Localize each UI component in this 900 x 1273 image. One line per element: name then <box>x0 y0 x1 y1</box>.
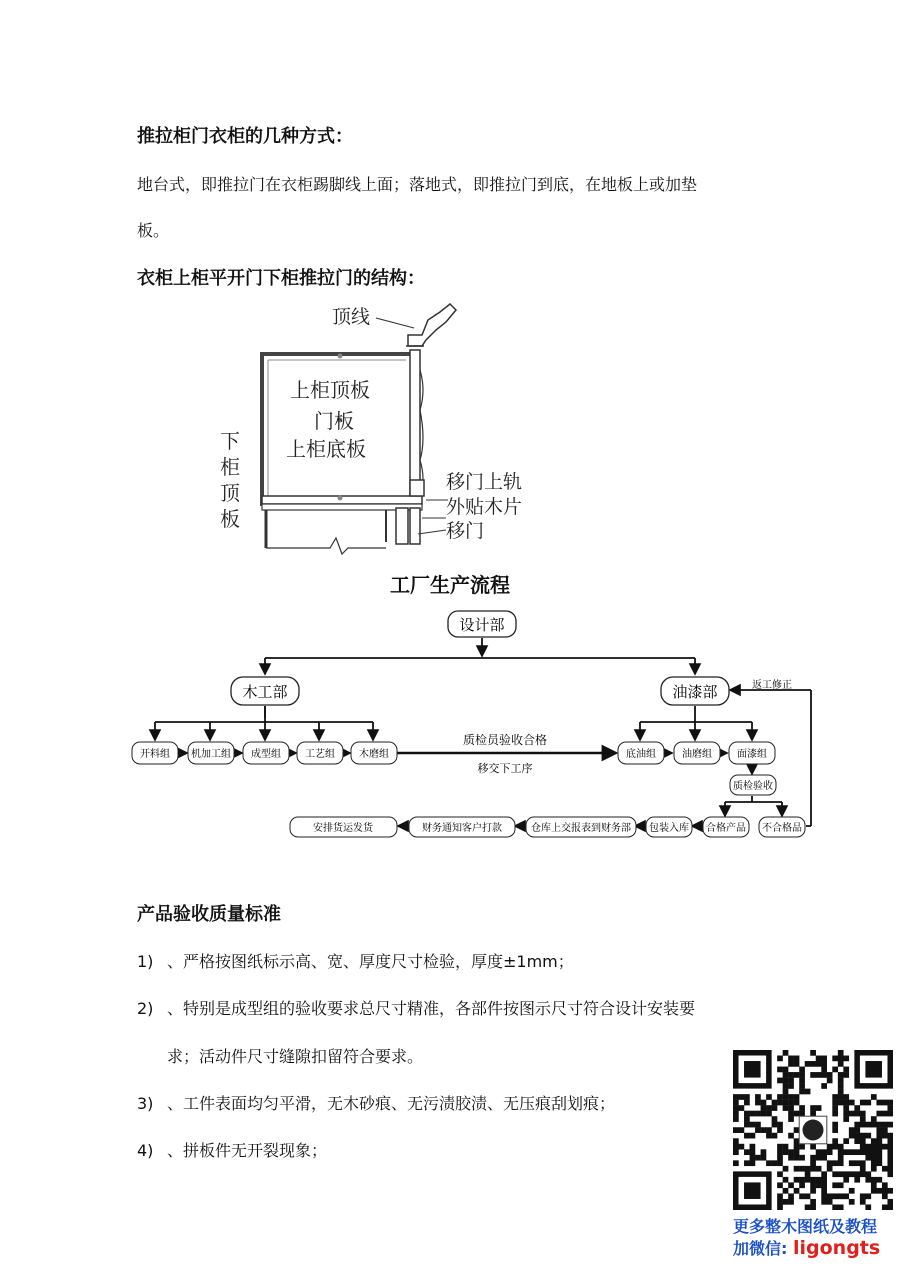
list-item-2 <box>137 996 695 1019</box>
node-warehouse-report-label: 仓库上交报表到财务部 <box>531 823 631 834</box>
handoff-label-bottom: 移交下工序 <box>477 762 533 775</box>
label-veneer: 外贴木片 <box>446 496 523 518</box>
node-wood-sanding-group-label: 木磨组 <box>359 749 389 760</box>
list-number: 3) <box>137 1094 154 1113</box>
node-primer-group-label: 底油组 <box>626 749 656 760</box>
label-door-panel: 门板 <box>314 409 354 433</box>
list-text: 求；活动件尺寸缝隙扣留符合要求。 <box>167 1047 424 1066</box>
section-heading-quality-standards: 产品验收质量标准 <box>137 904 281 925</box>
label-upper-bottom-board: 上柜底板 <box>286 437 366 461</box>
label-lower-top-board: 柜 <box>220 455 240 479</box>
qr-caption-line1: 更多整木图纸及教程 <box>733 1217 878 1236</box>
list-item-2-continued <box>167 1044 423 1067</box>
label-sliding-rail: 移门上轨 <box>446 471 523 493</box>
qr-code-icon[interactable] <box>733 1050 893 1210</box>
qr-wechat-id: ligongts <box>792 1237 881 1259</box>
list-item-1 <box>137 949 574 972</box>
label-lower-top-board: 板 <box>220 507 240 531</box>
qr-promo <box>733 1050 898 1265</box>
label-upper-top-board: 上柜顶板 <box>290 378 370 402</box>
node-oil-sanding-group-label: 油磨组 <box>682 749 712 760</box>
qr-caption-line2 <box>733 1236 880 1259</box>
list-text: 、工件表面均匀平滑，无木砂痕、无污渍胶渍、无压痕刮划痕； <box>167 1094 616 1113</box>
node-ship-label: 安排货运发货 <box>313 823 373 834</box>
node-pack-warehouse-label: 包装入库 <box>649 823 689 834</box>
qr-logo-icon <box>803 1120 824 1141</box>
section-heading-cabinet-structure: 衣柜上柜平开门下柜推拉门的结构： <box>137 268 425 289</box>
section-heading-sliding-door-types: 推拉柜门衣柜的几种方式： <box>137 126 353 147</box>
list-text: 、特别是成型组的验收要求总尺寸精准，各部件按图示尺寸符合设计安装要 <box>167 999 696 1018</box>
node-forming-group-label: 成型组 <box>251 749 281 760</box>
list-number: 1) <box>137 952 154 971</box>
crown-moulding-shape <box>408 304 456 346</box>
factory-flowchart <box>130 600 830 845</box>
handoff-label-top: 质检员验收合格 <box>462 733 548 747</box>
label-lower-top-board: 顶 <box>220 481 240 505</box>
list-item-4 <box>137 1138 327 1161</box>
rework-label: 返工修正 <box>752 680 792 691</box>
node-machining-group-label: 机加工组 <box>191 749 231 760</box>
paragraph-line: 地台式，即推拉门在衣柜踢脚线上面；落地式，即推拉门到底，在地板上或加垫 <box>137 175 698 194</box>
qr-caption-prefix: 加微信: <box>733 1239 793 1258</box>
node-unqualified-label: 不合格品 <box>762 823 802 834</box>
node-craft-group-label: 工艺组 <box>305 749 335 760</box>
node-topcoat-group-label: 面漆组 <box>737 749 767 760</box>
list-text: 、拼板件无开裂现象； <box>167 1141 328 1160</box>
node-design-dept-label: 设计部 <box>459 616 505 634</box>
node-paint-dept-label: 油漆部 <box>672 683 718 701</box>
node-qualified-label: 合格产品 <box>706 823 746 834</box>
label-top-line: 顶线 <box>332 306 371 328</box>
list-item-3 <box>137 1091 615 1114</box>
node-finance-notify-label: 财务通知客户打款 <box>422 823 502 834</box>
flowchart-title: 工厂生产流程 <box>390 573 510 597</box>
list-text: 、严格按图纸标示高、宽、厚度尺寸检验，厚度±1mm； <box>167 952 574 971</box>
leader-line <box>376 318 414 328</box>
label-lower-top-board: 下 <box>220 429 240 453</box>
list-number: 2) <box>137 999 154 1018</box>
node-cutting-group-label: 开料组 <box>140 749 170 760</box>
paragraph-line: 板。 <box>137 221 170 240</box>
label-sliding-door: 移门 <box>446 520 485 542</box>
door-panel-shape <box>410 350 420 500</box>
node-qc-label: 质检验收 <box>733 781 773 792</box>
list-number: 4) <box>137 1141 154 1160</box>
cabinet-structure-diagram <box>200 290 560 560</box>
node-wood-dept-label: 木工部 <box>242 683 288 701</box>
